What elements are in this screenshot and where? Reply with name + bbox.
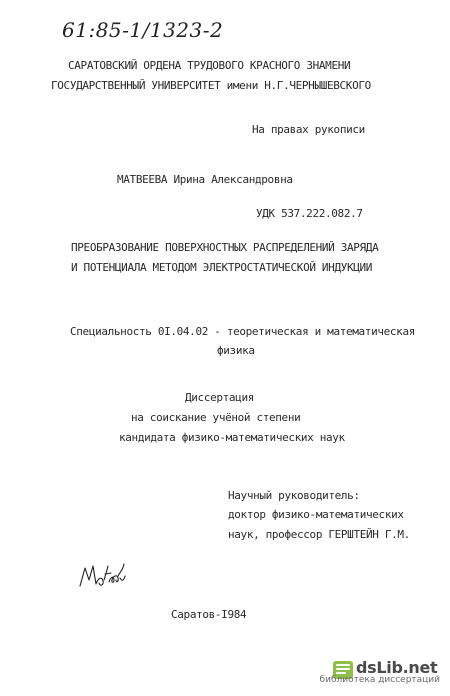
supervisor-label: Научный руководитель: [228, 489, 360, 502]
city-year: Саратов-I984 [171, 608, 247, 621]
degree-line-1: на соискание учёной степени [131, 411, 301, 424]
dissertation-title-line-1: ПРЕОБРАЗОВАНИЕ ПОВЕРХНОСТНЫХ РАСПРЕДЕЛЕНИЙ ЗАРЯДА [71, 241, 379, 254]
specialty-line-1: Специальность 0I.04.02 - теоретическая и математическая [70, 325, 415, 338]
udc-code: УДК 537.222.082.7 [256, 207, 363, 220]
author-name: МАТВЕЕВА Ирина Александровна [117, 173, 293, 186]
watermark-site-name: dsLib.net [356, 658, 438, 677]
organization-line-1: САРАТОВСКИЙ ОРДЕНА ТРУДОВОГО КРАСНОГО ЗНАМЕНИ [68, 59, 351, 72]
dissertation-label: Диссертация [185, 391, 254, 404]
degree-line-2: кандидата физико-математических наук [119, 431, 345, 444]
watermark-caption: библиотека диссертаций [319, 675, 440, 685]
organization-line-2: ГОСУДАРСТВЕННЫЙ УНИВЕРСИТЕТ имени Н.Г.ЧЕРНЫШЕВСКОГО [51, 79, 371, 92]
supervisor-degree: доктор физико-математических [228, 508, 404, 521]
dissertation-title-line-2: И ПОТЕНЦИАЛА МЕТОДОМ ЭЛЕКТРОСТАТИЧЕСКОЙ ИНДУКЦИИ [71, 261, 373, 274]
author-signature [76, 556, 128, 596]
specialty-line-2: физика [217, 344, 255, 357]
handwritten-archive-code: 61:85-1/1323-2 [62, 18, 224, 42]
supervisor-name: наук, профессор ГЕРШТЕЙН Г.М. [228, 528, 410, 541]
manuscript-rights: На правах рукописи [252, 123, 365, 136]
dslib-watermark [319, 658, 440, 686]
